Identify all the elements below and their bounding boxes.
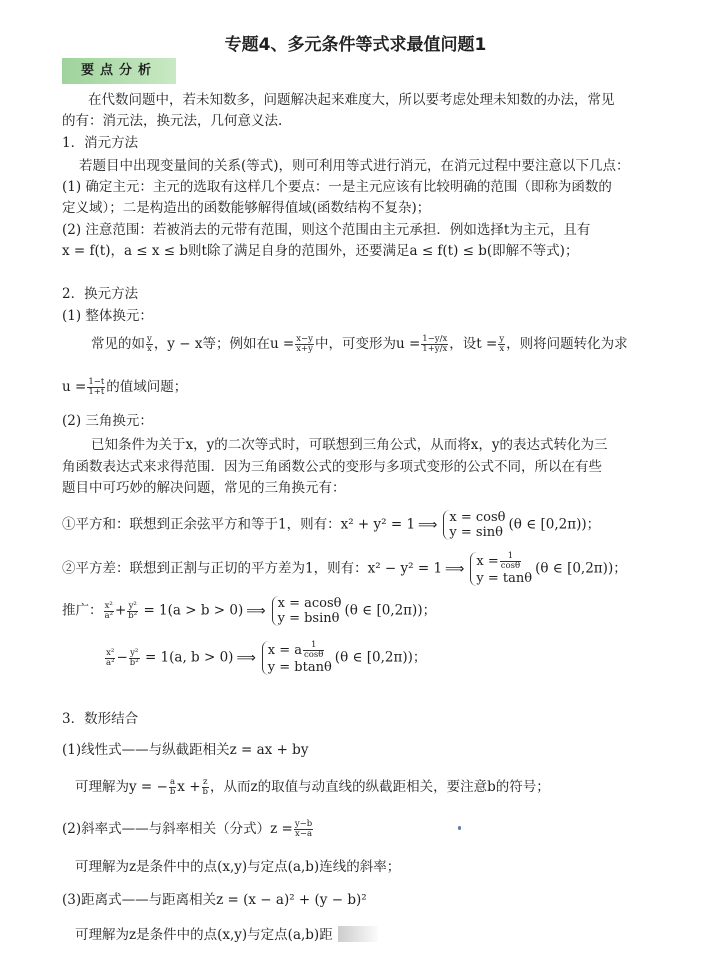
s2-subheading-2: (2) 三角换元： [62,413,153,429]
formula-square-sum: ①平方和：联想到正余弦平方和等于1，则有：x² + y² = 1 ⟹ x = cosθ y = sinθ (θ ∈ [0,2π))； [62,510,601,540]
s2-trig-paragraph-c: 题目中可巧妙的解决问题，常见的三角换元有： [62,480,346,496]
s3-item-1-explanation: 可理解为y = − $\frac{a}{b}$ x + $\frac{z}{b}$ ，从而z的取值与动直线的纵截距相关，要注意b的符号； [75,777,550,797]
section-1-heading: 1．消元方法 [62,135,139,151]
intro-line-2: 的有：消元法，换元法，几何意义法. [62,113,283,129]
implies-arrow-icon: ⟹ [418,516,438,533]
system-brace: x = acosθ y = bsinθ [272,596,342,626]
s2-trig-paragraph-a: 已知条件为关于x，y的二次等式时，可联想到三角公式，从而将x，y的表达式转化为三 [91,437,608,453]
s1-paragraph-2a: (1) 确定主元：主元的选取有这样几个要点：一是主元应该有比较明确的范围（即称为函数的 [62,179,612,195]
section-3-heading: 3．数形结合 [62,711,139,727]
s1-paragraph-3b: x = f(t)，a ≤ x ≤ b则t除了满足自身的范围外，还要满足a ≤ f(t) ≤ b(即解不等式)； [62,243,579,259]
formula-hyperbola: $\frac{\text{x²}}{\text{a²}}$ − $\frac{\text{y²}}{\text{b²}}$ = 1(a, b > 0) ⟹ x = a $\frac{1}{\cos\theta}$ y = btanθ (θ ∈ [0,2π))； [106,640,427,675]
implies-arrow-icon: ⟹ [246,602,266,619]
fraction-y-over-x-2: $\frac{y}{x}$ [499,334,505,354]
s3-item-3: (3)距离式——与距离相关z = (x − a)² + (y − b)² [62,892,367,908]
system-brace: x = a $\frac{1}{\cos\theta}$ y = btanθ [262,641,332,675]
s1-paragraph-3a: (2) 注意范围：若被消去的元带有范围，则这个范围由主元承担．例如选择t为主元，且有 [62,222,591,238]
fraction-one-t: $\frac{1-t}{1+t}$ [88,377,105,397]
system-brace: x = cosθ y = sinθ [443,510,505,540]
scan-smudge [338,926,378,942]
ink-dot [458,826,461,830]
s3-item-2-explanation: 可理解为z是条件中的点(x,y)与定点(a,b)连线的斜率； [75,859,401,875]
s2-trig-paragraph-b: 角函数表达式来求得范围．因为三角函数公式的变形与多项式变形的公式不同，所以在有些 [62,459,602,475]
s2-subheading-1: (1) 整体换元： [62,308,153,324]
s2-substitution-line-1: 常见的如 $\frac{y}{x}$ ，y − x等；例如在u = $\frac{x-y}{x+y}$ 中，可变形为u = $\frac{1-y/x}{1+y/x}$ ，设t = $\frac{y}{x}$ ，则将问题转化为求 [91,334,628,354]
formula-ellipse: 推广： $\frac{\text{x²}}{\text{a²}}$ + $\frac{\text{y²}}{\text{b²}}$ = 1(a > b > 0) ⟹ x = acosθ y = bsinθ (θ ∈ [0,2π))； [62,596,437,626]
s3-item-2: (2)斜率式——与斜率相关（分式）z = $\frac{y-b}{x-a}$ [62,819,313,839]
page-title: 专题4、多元条件等式求最值问题1 [224,35,487,55]
implies-arrow-icon: ⟹ [236,649,256,666]
section-2-heading: 2．换元方法 [62,286,139,302]
system-brace: x = $\frac{1}{\cos\theta}$ y = tanθ [470,552,532,586]
s2-substitution-line-2: u = $\frac{1-t}{1+t}$ 的值域问题； [62,377,188,397]
intro-line-1: 在代数问题中，若未知数多，问题解决起来难度大，所以要考虑处理未知数的办法，常见 [88,92,615,108]
key-points-badge: 要点分析 [62,58,176,84]
fraction-xmy-over-xpy: $\frac{x-y}{x+y}$ [296,334,313,354]
fraction-y-over-x: $\frac{y}{x}$ [147,334,152,354]
formula-square-diff: ②平方差：联想到正割与正切的平方差为1，则有：x² − y² = 1 ⟹ x = $\frac{1}{\cos\theta}$ y = tanθ (θ ∈ [0,2π))； [62,551,627,586]
s1-paragraph-1: 若题目中出现变量间的关系(等式)，则可利用等式进行消元，在消元过程中要注意以下几点： [79,158,630,174]
s3-item-1: (1)线性式——与纵截距相关z = ax + by [62,742,309,758]
fraction-one-minus-over-one-plus: $\frac{1-y/x}{1+y/x}$ [422,334,448,354]
implies-arrow-icon: ⟹ [445,560,465,577]
s3-item-3-explanation: 可理解为z是条件中的点(x,y)与定点(a,b)距 [75,927,333,943]
s1-paragraph-2b: 定义域）；二是构造出的函数能够解得值域(函数结构不复杂)； [62,200,431,216]
